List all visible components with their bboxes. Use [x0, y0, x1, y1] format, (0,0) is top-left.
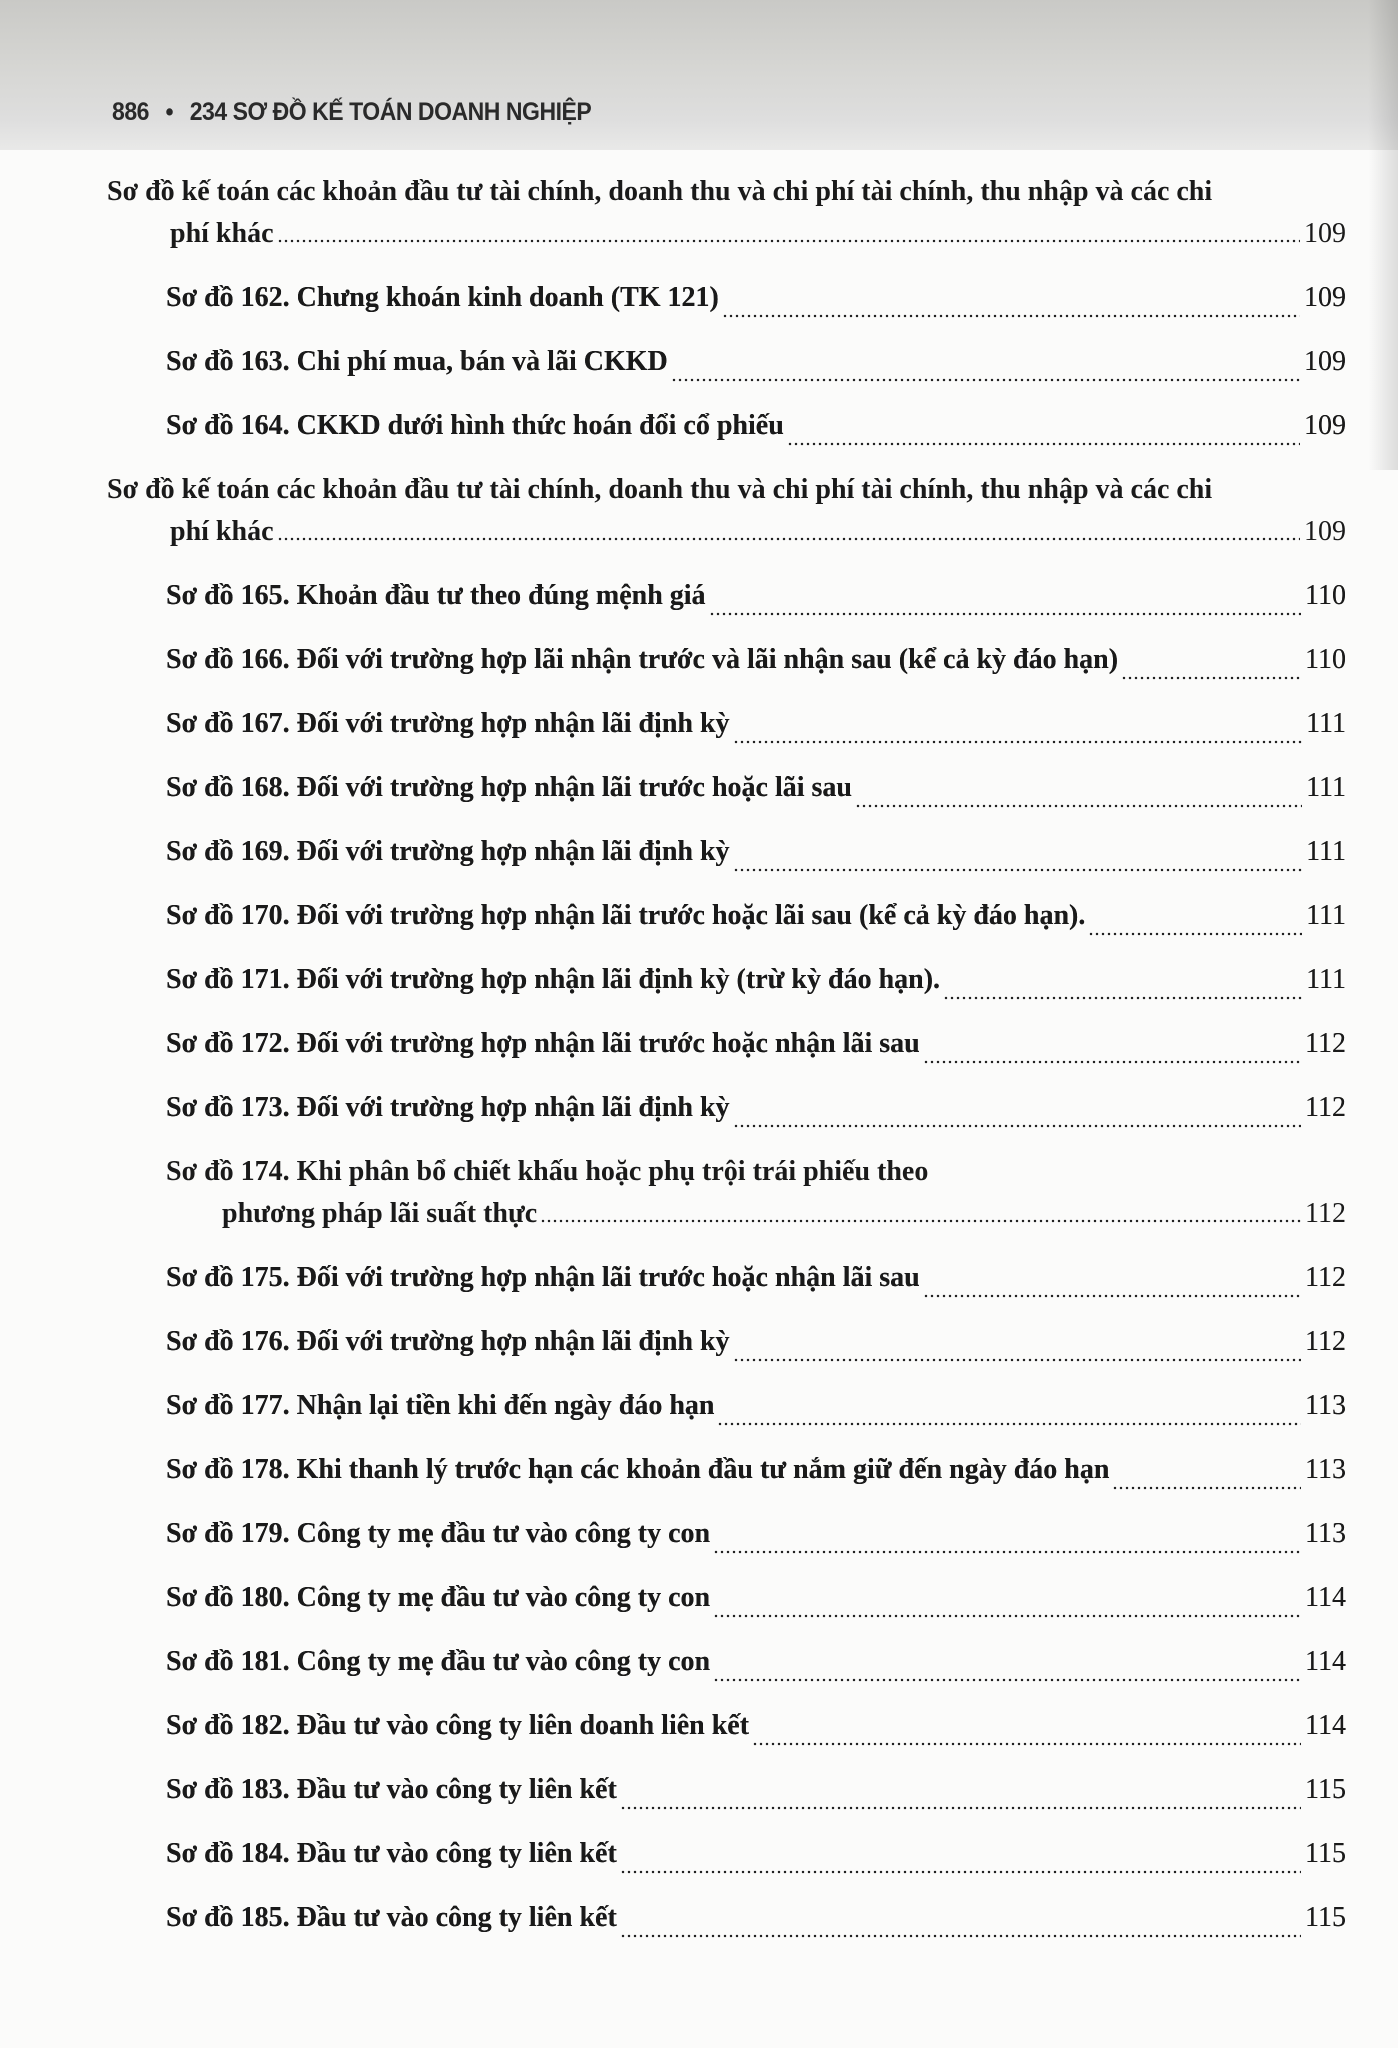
toc-title-line-1: Sơ đồ 174. Khi phân bổ chiết khấu hoặc phụ trội trái phiếu theo [166, 1156, 929, 1187]
toc-title-continuation: phí khác [170, 218, 274, 249]
toc-title-line-2 [222, 1193, 1346, 1235]
toc-entry [166, 1374, 1346, 1438]
dot-leader [717, 1398, 1301, 1426]
toc-page-number: 112 [1305, 1326, 1346, 1357]
toc-entry [166, 394, 1346, 458]
table-of-contents [0, 160, 1398, 1950]
toc-page-number: 111 [1306, 900, 1346, 931]
toc-entry [166, 1076, 1346, 1140]
toc-page-number: 114 [1305, 1646, 1346, 1677]
dot-leader [620, 1782, 1301, 1810]
toc-entry [166, 1694, 1346, 1758]
toc-page-number: 111 [1306, 836, 1346, 867]
toc-page-number: 109 [1304, 282, 1346, 313]
dot-leader [787, 418, 1300, 446]
dot-leader [277, 215, 1301, 243]
toc-entry-title: Sơ đồ 163. Chi phí mua, bán và lãi CKKD [166, 346, 668, 377]
toc-entry-title: Sơ đồ 184. Đầu tư vào công ty liên kết [166, 1838, 617, 1869]
toc-page-number: 115 [1305, 1838, 1346, 1869]
toc-page-number: 109 [1304, 218, 1346, 249]
toc-entry [166, 948, 1346, 1012]
toc-entry [166, 330, 1346, 394]
toc-entry-title: Sơ đồ 171. Đối với trường hợp nhận lãi định kỳ (trừ kỳ đáo hạn). [166, 964, 941, 995]
dot-leader [722, 290, 1300, 318]
toc-entry [166, 692, 1346, 756]
toc-entry [166, 1566, 1346, 1630]
toc-entry-title: Sơ đồ 164. CKKD dưới hình thức hoán đổi cổ phiếu [166, 410, 784, 441]
toc-entry [166, 1438, 1346, 1502]
toc-title-line-2 [170, 511, 1346, 553]
toc-title-line-1: Sơ đồ kế toán các khoản đầu tư tài chính, doanh thu và chi phí tài chính, thu nhập và các chi [107, 474, 1213, 505]
dot-leader [733, 1100, 1301, 1128]
toc-entry [166, 1310, 1346, 1374]
toc-entry [166, 628, 1346, 692]
dot-leader [733, 1334, 1301, 1362]
toc-entry-title: Sơ đồ 180. Công ty mẹ đầu tư vào công ty con [166, 1582, 711, 1613]
toc-entry-title: Sơ đồ 178. Khi thanh lý trước hạn các khoản đầu tư nắm giữ đến ngày đáo hạn [166, 1454, 1110, 1485]
dot-leader [713, 1590, 1301, 1618]
toc-page-number: 112 [1305, 1092, 1346, 1123]
dot-leader [943, 972, 1302, 1000]
dot-leader [540, 1195, 1301, 1223]
toc-entry [166, 1758, 1346, 1822]
page-top-shadow [0, 0, 1398, 150]
dot-leader [733, 716, 1303, 744]
toc-title-line-1: Sơ đồ kế toán các khoản đầu tư tài chính, doanh thu và chi phí tài chính, thu nhập và các chi [107, 176, 1213, 207]
dot-leader [1121, 652, 1301, 680]
toc-entry-title: Sơ đồ 165. Khoản đầu tư theo đúng mệnh giá [166, 580, 706, 611]
toc-page-number: 113 [1305, 1518, 1346, 1549]
dot-leader [923, 1270, 1301, 1298]
toc-page-number: 112 [1305, 1198, 1346, 1229]
dot-leader [620, 1846, 1301, 1874]
toc-title-continuation: phương pháp lãi suất thực [222, 1198, 538, 1229]
toc-entry [166, 266, 1346, 330]
toc-page-number: 114 [1305, 1710, 1346, 1741]
dot-leader [1088, 908, 1302, 936]
toc-page-number: 110 [1305, 580, 1346, 611]
toc-page-number: 111 [1306, 708, 1346, 739]
toc-entry [166, 1502, 1346, 1566]
toc-entry [0, 1140, 1398, 1246]
toc-entry-title: Sơ đồ 181. Công ty mẹ đầu tư vào công ty con [166, 1646, 711, 1677]
toc-entry-title: Sơ đồ 177. Nhận lại tiền khi đến ngày đáo hạn [166, 1390, 715, 1421]
toc-page-number: 109 [1304, 410, 1346, 441]
toc-page-number: 110 [1305, 644, 1346, 675]
toc-entry [166, 1886, 1346, 1950]
toc-entry-title: Sơ đồ 162. Chưng khoán kinh doanh (TK 121) [166, 282, 719, 313]
dot-leader [733, 844, 1303, 872]
toc-page-number: 109 [1304, 516, 1346, 547]
dot-leader [620, 1910, 1301, 1938]
toc-entry-title: Sơ đồ 185. Đầu tư vào công ty liên kết [166, 1902, 617, 1933]
toc-entry-title: Sơ đồ 168. Đối với trường hợp nhận lãi trước hoặc lãi sau [166, 772, 852, 803]
dot-leader [713, 1654, 1301, 1682]
toc-page-number: 111 [1306, 964, 1346, 995]
toc-entry [166, 1012, 1346, 1076]
dot-leader [1112, 1462, 1301, 1490]
toc-page-number: 113 [1305, 1390, 1346, 1421]
toc-entry-title: Sơ đồ 179. Công ty mẹ đầu tư vào công ty con [166, 1518, 711, 1549]
toc-section-heading [0, 458, 1398, 564]
toc-page-number: 112 [1305, 1262, 1346, 1293]
toc-entry [166, 1630, 1346, 1694]
toc-title-continuation: phí khác [170, 516, 274, 547]
toc-page-number: 115 [1305, 1902, 1346, 1933]
dot-leader [277, 513, 1301, 541]
toc-page-number: 114 [1305, 1582, 1346, 1613]
toc-entry [166, 756, 1346, 820]
dot-leader [709, 588, 1301, 616]
toc-entry-title: Sơ đồ 169. Đối với trường hợp nhận lãi định kỳ [166, 836, 730, 867]
toc-entry [166, 820, 1346, 884]
toc-entry-title: Sơ đồ 166. Đối với trường hợp lãi nhận trước và lãi nhận sau (kể cả kỳ đáo hạn) [166, 644, 1119, 675]
dot-leader [713, 1526, 1301, 1554]
toc-entry [166, 884, 1346, 948]
toc-entry [166, 564, 1346, 628]
book-title: 234 SƠ ĐỒ KẾ TOÁN DOANH NGHIỆP [189, 98, 592, 126]
dot-leader [923, 1036, 1301, 1064]
toc-entry-title: Sơ đồ 172. Đối với trường hợp nhận lãi trước hoặc nhận lãi sau [166, 1028, 920, 1059]
toc-section-heading [0, 160, 1398, 266]
running-header [112, 98, 591, 127]
toc-page-number: 111 [1306, 772, 1346, 803]
toc-title-line-2 [170, 213, 1346, 255]
toc-entry-title: Sơ đồ 175. Đối với trường hợp nhận lãi trước hoặc nhận lãi sau [166, 1262, 920, 1293]
dot-leader [855, 780, 1302, 808]
toc-page-number: 113 [1305, 1454, 1346, 1485]
dot-leader [671, 354, 1300, 382]
toc-page-number: 115 [1305, 1774, 1346, 1805]
toc-entry-title: Sơ đồ 170. Đối với trường hợp nhận lãi trước hoặc lãi sau (kể cả kỳ đáo hạn). [166, 900, 1086, 931]
toc-page-number: 112 [1305, 1028, 1346, 1059]
bullet-separator: • [165, 98, 174, 126]
toc-entry-title: Sơ đồ 183. Đầu tư vào công ty liên kết [166, 1774, 617, 1805]
toc-entry-title: Sơ đồ 182. Đầu tư vào công ty liên doanh liên kết [166, 1710, 750, 1741]
page-number: 886 [112, 98, 150, 126]
toc-entry-title: Sơ đồ 173. Đối với trường hợp nhận lãi định kỳ [166, 1092, 730, 1123]
toc-entry [166, 1822, 1346, 1886]
toc-page-number: 109 [1304, 346, 1346, 377]
toc-entry-title: Sơ đồ 176. Đối với trường hợp nhận lãi định kỳ [166, 1326, 730, 1357]
toc-entry [166, 1246, 1346, 1310]
toc-entry-title: Sơ đồ 167. Đối với trường hợp nhận lãi định kỳ [166, 708, 730, 739]
dot-leader [752, 1718, 1301, 1746]
